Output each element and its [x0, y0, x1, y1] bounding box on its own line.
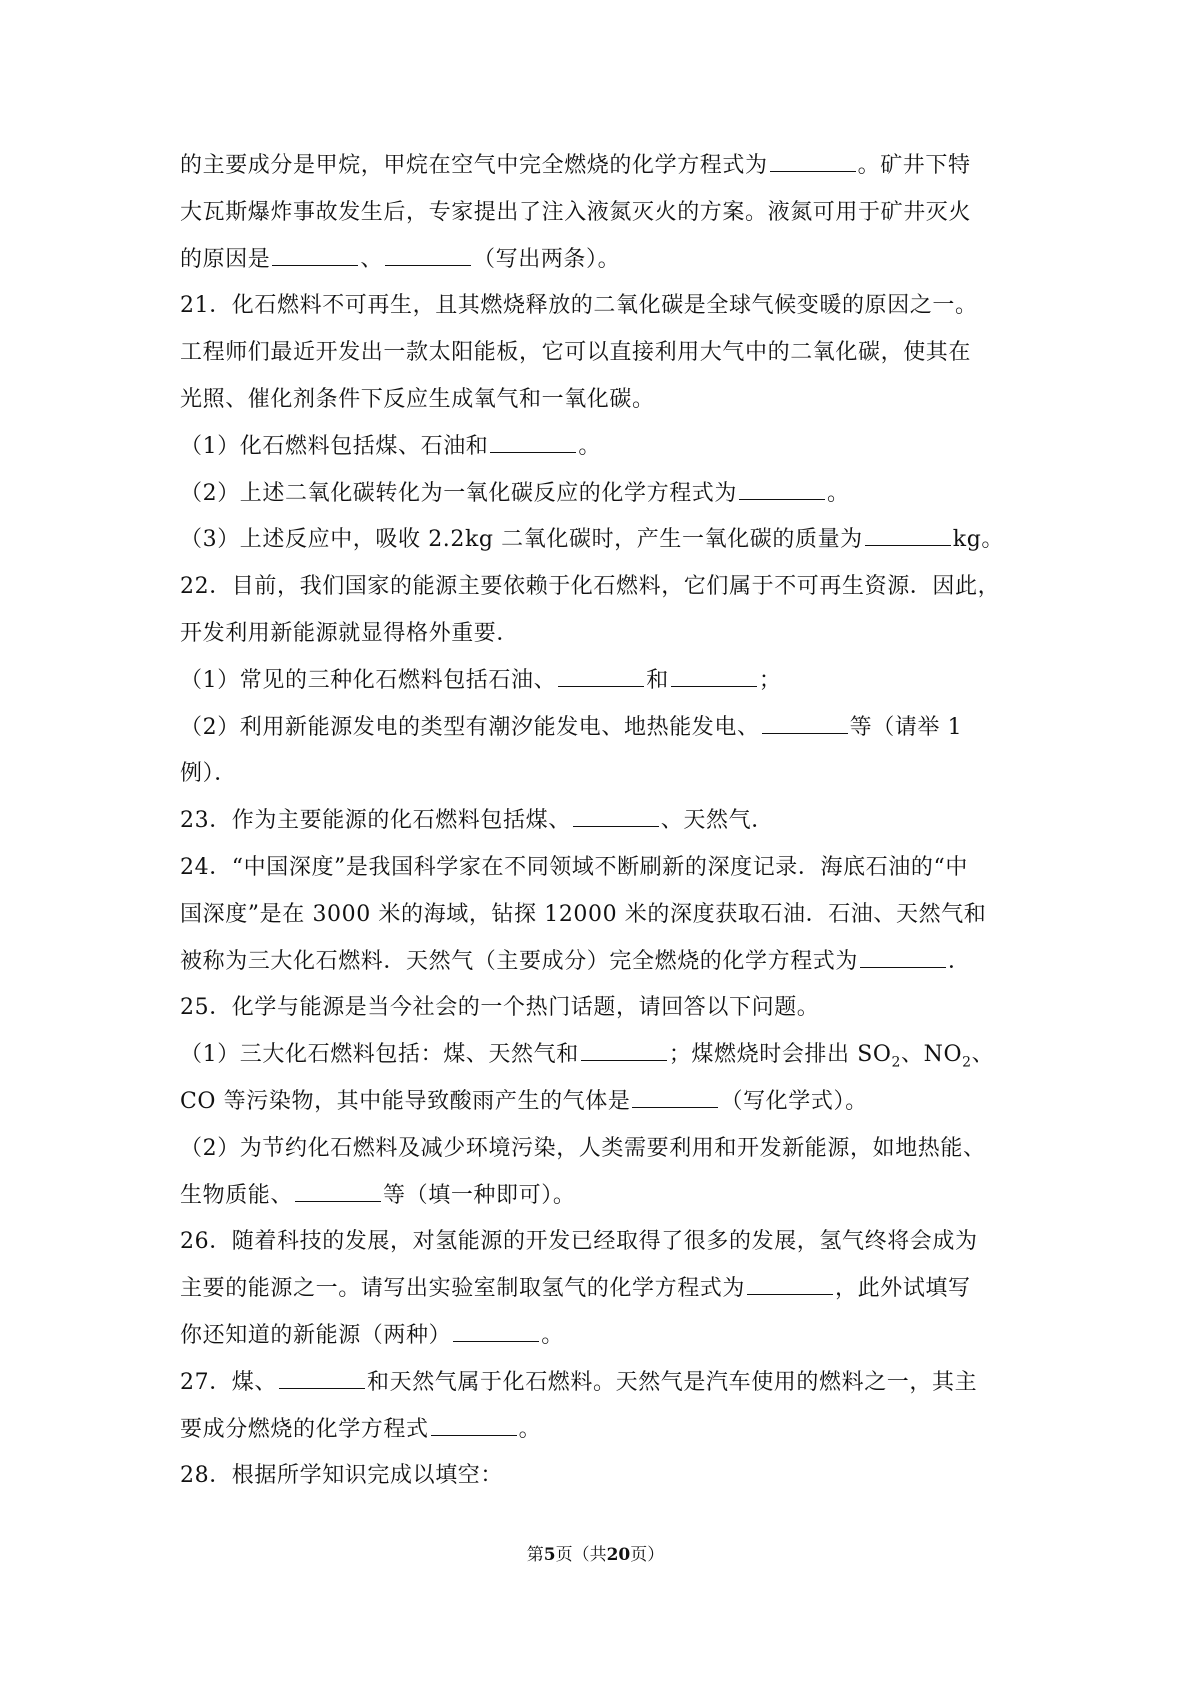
footer-total-pages: 20 [606, 1545, 631, 1565]
text-segment: 生物质能、 [180, 1182, 294, 1208]
footer-page-number: 5 [543, 1545, 556, 1565]
text-segment: （写化学式）。 [720, 1088, 868, 1114]
text-segment: 被称为三大化石燃料．天然气（主要成分）完全燃烧的化学方程式为 [180, 948, 859, 974]
text-segment: 要成分燃烧的化学方程式 [180, 1416, 429, 1442]
text-segment: 国深度”是在 3000 米的海域，钻探 12000 米的深度获取石油．石油、天然气和 [180, 901, 987, 927]
text-line [180, 1219, 1020, 1266]
text-segment: 主要的能源之一。请写出实验室制取氢气的化学方程式为 [180, 1276, 746, 1302]
text-line [180, 985, 1020, 1032]
answer-blank[interactable] [431, 1434, 517, 1436]
footer-middle: 页（共 [555, 1545, 607, 1565]
text-segment: 和 [646, 667, 669, 693]
text-segment: 24．“中国深度”是我国科学家在不同领域不断刷新的深度记录．海底石油的“中 [180, 854, 968, 880]
text-segment: （1）常见的三种化石燃料包括石油、 [180, 667, 557, 693]
text-segment: 、 [360, 246, 384, 272]
answer-blank[interactable] [671, 685, 757, 687]
answer-blank[interactable] [860, 966, 946, 968]
text-line [180, 424, 1020, 471]
text-segment: 23．作为主要能源的化石燃料包括煤、 [180, 808, 571, 834]
text-line [180, 1126, 1020, 1173]
text-segment: 27．煤、 [180, 1369, 277, 1395]
text-segment: 。 [578, 433, 602, 459]
text-line [180, 751, 1020, 798]
text-line [180, 564, 1020, 611]
text-line [180, 1173, 1020, 1220]
text-segment: 。 [518, 1416, 542, 1442]
text-line [180, 1079, 1020, 1126]
answer-blank[interactable] [272, 264, 358, 266]
text-segment: （写出两条）。 [473, 246, 621, 272]
text-segment: 。 [541, 1322, 564, 1348]
subscript: 2 [962, 1054, 972, 1071]
text-segment: CO 等污染物，其中能导致酸雨产生的气体是 [180, 1088, 631, 1114]
text-segment: （1）三大化石燃料包括：煤、天然气和 [180, 1042, 579, 1068]
text-line [180, 1407, 1020, 1454]
text-segment: 例）． [180, 761, 237, 787]
answer-blank[interactable] [632, 1106, 718, 1108]
answer-blank[interactable] [770, 170, 856, 172]
text-segment: 、天然气． [660, 808, 774, 834]
text-line [180, 471, 1020, 518]
answer-blank[interactable] [279, 1387, 365, 1389]
subscript: 2 [891, 1054, 902, 1071]
answer-blank[interactable] [385, 264, 471, 266]
answer-blank[interactable] [581, 1059, 667, 1061]
text-line [180, 1313, 1020, 1360]
answer-blank[interactable] [453, 1340, 539, 1342]
text-segment: 、NO [901, 1042, 963, 1068]
text-line [180, 845, 1020, 892]
text-segment: 25．化学与能源是当今社会的一个热门话题，请回答以下问题。 [180, 995, 820, 1021]
text-segment: kg。 [952, 527, 1005, 553]
text-line [180, 1032, 1020, 1079]
answer-blank[interactable] [739, 498, 825, 500]
text-line [180, 892, 1020, 939]
text-line [180, 611, 1020, 658]
text-segment: ． [948, 948, 971, 974]
text-segment: （2）上述二氧化碳转化为一氧化碳反应的化学方程式为 [180, 480, 737, 506]
text-segment: 开发利用新能源就显得格外重要． [180, 620, 520, 646]
text-segment: 的原因是 [180, 246, 271, 272]
answer-blank[interactable] [762, 732, 848, 734]
text-line [180, 705, 1020, 752]
text-line [180, 1266, 1020, 1313]
answer-blank[interactable] [490, 451, 576, 453]
text-segment: 和天然气属于化石燃料。天然气是汽车使用的燃料之一，其主 [367, 1369, 978, 1395]
answer-blank[interactable] [865, 544, 951, 546]
text-segment: 你还知道的新能源（两种） [180, 1322, 452, 1348]
text-line [180, 330, 1020, 377]
text-segment: 工程师们最近开发出一款太阳能板，它可以直接利用大气中的二氧化碳，使其在 [180, 340, 972, 366]
text-line [180, 939, 1020, 986]
text-segment: 。 [827, 480, 850, 506]
text-line [180, 237, 1020, 284]
text-segment: ；煤燃烧时会排出 SO [668, 1042, 892, 1068]
text-segment: 28．根据所学知识完成以填空： [180, 1463, 503, 1489]
text-segment: 26．随着科技的发展，对氢能源的开发已经取得了很多的发展，氢气终将会成为 [180, 1229, 978, 1255]
footer-prefix: 第 [526, 1545, 544, 1565]
text-segment: 的主要成分是甲烷，甲烷在空气中完全燃烧的化学方程式为 [180, 153, 768, 178]
text-segment: 等（请举 1 [849, 714, 963, 740]
text-segment: （1）化石燃料包括煤、石油和 [180, 433, 489, 459]
page-footer [0, 1540, 1191, 1565]
text-line [180, 190, 1020, 237]
answer-blank[interactable] [573, 825, 659, 827]
text-segment: 。矿井下特 [857, 153, 971, 178]
text-segment: 22．目前，我们国家的能源主要依赖于化石燃料，它们属于不可再生资源．因此， [180, 574, 1001, 600]
text-segment: 21．化石燃料不可再生，且其燃烧释放的二氧化碳是全球气候变暖的原因之一。 [180, 293, 978, 319]
answer-blank[interactable] [747, 1293, 833, 1295]
text-segment: ，此外试填写 [835, 1276, 971, 1302]
text-line [180, 798, 1020, 845]
footer-suffix: 页） [630, 1545, 665, 1565]
text-segment: 光照、催化剂条件下反应生成氧气和一氧化碳。 [180, 386, 655, 412]
question-text-body [180, 143, 1020, 1500]
text-line [180, 658, 1020, 705]
text-line [180, 283, 1020, 330]
text-segment: （2）利用新能源发电的类型有潮汐能发电、地热能发电、 [180, 714, 760, 740]
answer-blank[interactable] [558, 685, 644, 687]
text-segment: （3）上述反应中，吸收 2.2kg 二氧化碳时，产生一氧化碳的质量为 [180, 527, 863, 553]
text-segment: ； [758, 667, 782, 693]
text-segment: 大瓦斯爆炸事故发生后，专家提出了注入液氮灭火的方案。液氮可用于矿井灭火 [180, 199, 972, 225]
answer-blank[interactable] [295, 1200, 381, 1202]
text-line [180, 1453, 1020, 1500]
text-line [180, 377, 1020, 424]
text-line [180, 517, 1020, 564]
text-line [180, 1360, 1020, 1407]
text-segment: 、 [971, 1042, 995, 1068]
text-segment: （2）为节约化石燃料及减少环境污染，人类需要利用和开发新能源，如地热能、 [180, 1135, 986, 1161]
text-line [180, 143, 1020, 190]
text-segment: 等（填一种即可）。 [383, 1182, 576, 1208]
